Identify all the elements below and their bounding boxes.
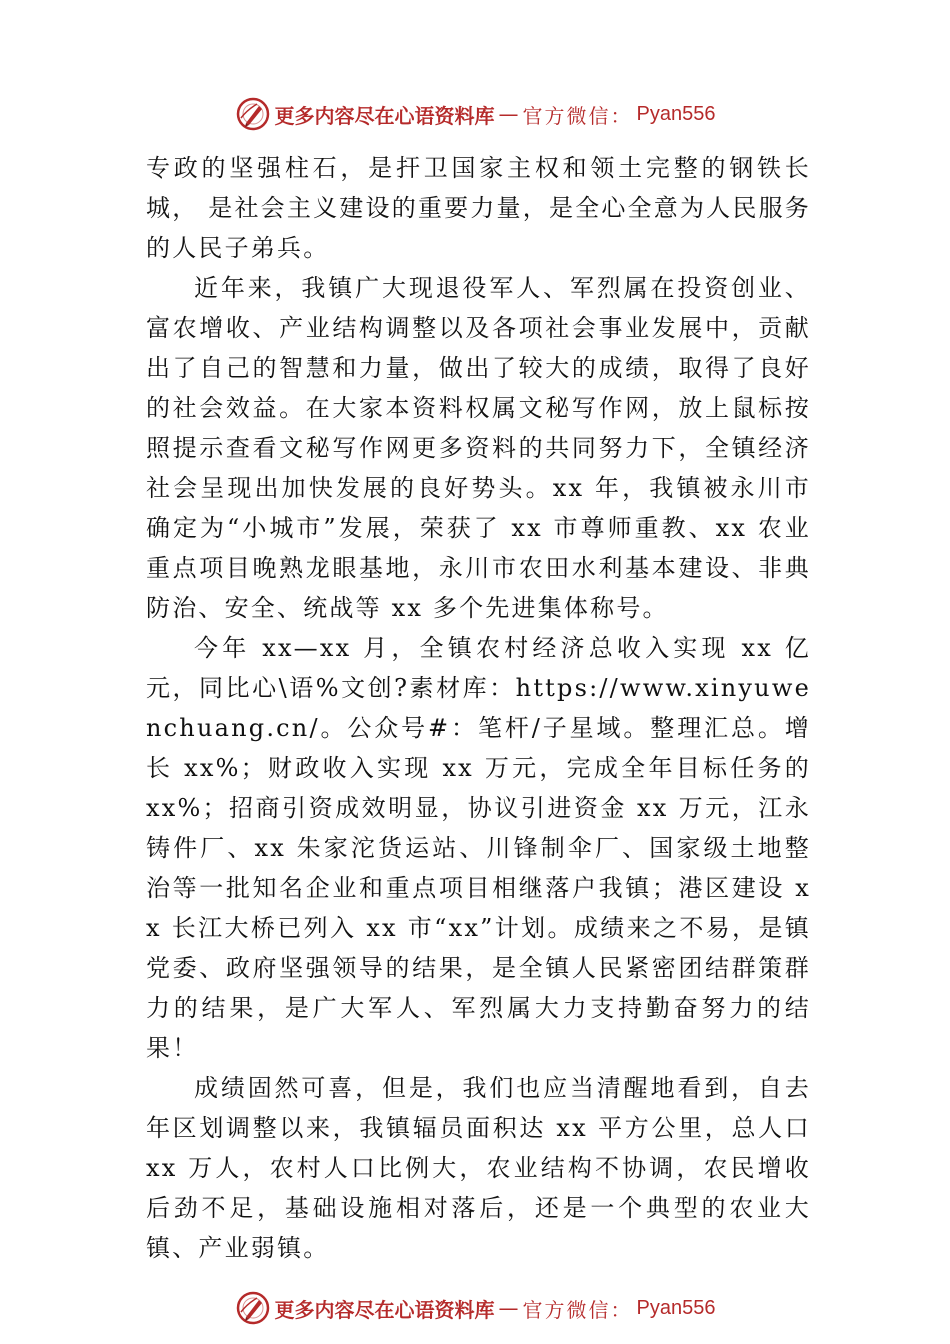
footer-banner-inner <box>235 1290 716 1326</box>
header-banner-inner <box>235 96 716 132</box>
pen-logo-icon <box>235 1290 271 1326</box>
paragraph-2: 近年来，我镇广大现退役军人、军烈属在投资创业、富农增收、产业结构调整以及各项社会事业发展中，贡献出了自己的智慧和力量，做出了较大的成绩，取得了良好的社会效益。在大家本资料权属文秘写作网，放上鼠标按照提示查看文秘写作网更多资料的共同努力下，全镇经济社会呈现出加快发展的良好势头。xx 年，我镇被永川市确定为“小城市”发展，荣获了 xx 市尊师重教、xx 农业重点项目晚熟龙眼基地，永川市农田水利基本建设、非典防治、安全、统战等 xx 多个先进集体称号。 <box>146 274 811 622</box>
header-separator: — <box>498 102 519 126</box>
footer-separator: — <box>498 1296 519 1320</box>
header-title: 更多内容尽在心语资料库 <box>274 103 495 128</box>
footer-title: 更多内容尽在心语资料库 <box>274 1297 495 1322</box>
document-body <box>146 148 811 1268</box>
footer-label: 官方微信： <box>522 1297 633 1322</box>
paragraph-4: 成绩固然可喜，但是，我们也应当清醒地看到，自去年区划调整以来，我镇辐员面积达 xx 平方公里，总人口 xx 万人，农村人口比例大，农业结构不协调，农民增收后劲不足，基础设施相对落后，还是一个典型的农业大镇、产业弱镇。 <box>146 1074 811 1262</box>
footer-banner <box>0 1288 950 1328</box>
footer-id: Pyan556 <box>636 1296 716 1319</box>
header-id: Pyan556 <box>636 102 716 125</box>
header-banner <box>0 94 950 134</box>
header-label: 官方微信： <box>522 103 633 128</box>
pen-logo-icon <box>235 96 271 132</box>
paragraph-1: 专政的坚强柱石，是扞卫国家主权和领土完整的钢铁长城， 是社会主义建设的重要力量，是全心全意为人民服务的人民子弟兵。 <box>146 154 811 262</box>
paragraph-3: 今年 xx—xx 月，全镇农村经济总收入实现 xx 亿元，同比心\语%文创?素材库：https://www.xinyuwenchuang.cn/。公众号#：笔杆/子星域。整理汇总。增长 xx%；财政收入实现 xx 万元，完成全年目标任务的 xx%；招商引资成效明显，协议引进资金 xx 万元，江永铸件厂、xx 朱家沱货运站、川锋制伞厂、国家级土地整治等一批知名企业和重点项目相继落户我镇；港区建设 xx 长江大桥已列入 xx 市“xx”计划。成绩来之不易，是镇党委、政府坚强领导的结果，是全镇人民紧密团结群策群力的结果，是广大军人、军烈属大力支持勤奋努力的结果！ <box>146 634 811 1062</box>
